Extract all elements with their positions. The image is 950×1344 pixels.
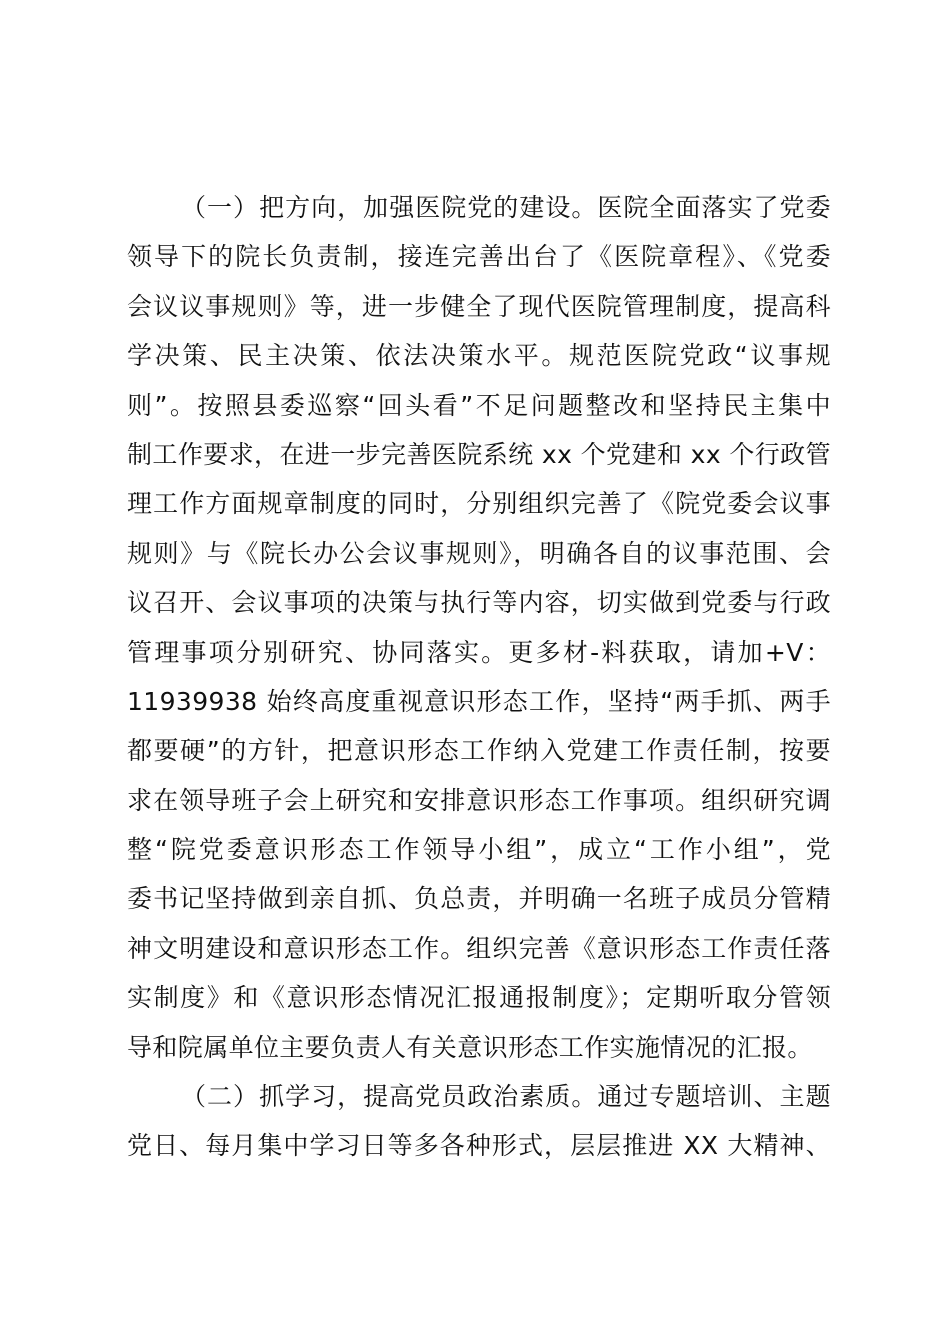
paragraph-line: 整“院党委意识形态工作领导小组”，成立“工作小组”，党 xyxy=(127,835,831,865)
paragraph-line: 委书记坚持做到亲自抓、负总责，并明确一名班子成员分管精 xyxy=(127,884,831,914)
paragraph-line: 导和院属单位主要负责人有关意识形态工作实施情况的汇报。 xyxy=(127,1032,813,1062)
paragraph-line: 11939938 始终高度重视意识形态工作，坚持“两手抓、两手 xyxy=(127,686,831,716)
document-body xyxy=(127,183,831,1171)
paragraph-line: 党日、每月集中学习日等多各种形式，层层推进 XX 大精神、 xyxy=(127,1131,831,1161)
paragraph-line: （一）把方向，加强医院党的建设。医院全面落实了党委 xyxy=(181,193,831,222)
paragraph-line: 神文明建设和意识形态工作。组织完善《意识形态工作责任落 xyxy=(127,933,831,963)
paragraph-line: 规则》与《院长办公会议事规则》，明确各自的议事范围、会 xyxy=(127,538,831,568)
paragraph-line: 都要硬”的方针，把意识形态工作纳入党建工作责任制，按要 xyxy=(127,736,831,766)
paragraph-line: 会议议事规则》等，进一步健全了现代医院管理制度，提高科 xyxy=(127,291,831,321)
paragraph-line: 领导下的院长负责制，接连完善出台了《医院章程》、《党委 xyxy=(127,242,831,272)
paragraph-line: 学决策、民主决策、依法决策水平。规范医院党政“议事规 xyxy=(127,341,831,371)
paragraph-line: 理工作方面规章制度的同时，分别组织完善了《院党委会议事 xyxy=(127,489,831,519)
paragraph-2 xyxy=(127,1072,831,1171)
paragraph-line: 管理事项分别研究、协同落实。更多材-料获取，请加+V： xyxy=(127,637,831,667)
paragraph-line: 实制度》和《意识形态情况汇报通报制度》；定期听取分管领 xyxy=(127,983,831,1013)
paragraph-line: 议召开、会议事项的决策与执行等内容，切实做到党委与行政 xyxy=(127,588,831,618)
paragraph-line: 求在领导班子会上研究和安排意识形态工作事项。组织研究调 xyxy=(127,785,831,815)
paragraph-line: 制工作要求，在进一步完善医院系统 xx 个党建和 xx 个行政管 xyxy=(127,439,831,469)
paragraph-line: 则”。按照县委巡察“回头看”不足问题整改和坚持民主集中 xyxy=(127,390,831,420)
paragraph-line: （二）抓学习，提高党员政治素质。通过专题培训、主题 xyxy=(181,1082,831,1112)
paragraph-1 xyxy=(127,183,831,1072)
